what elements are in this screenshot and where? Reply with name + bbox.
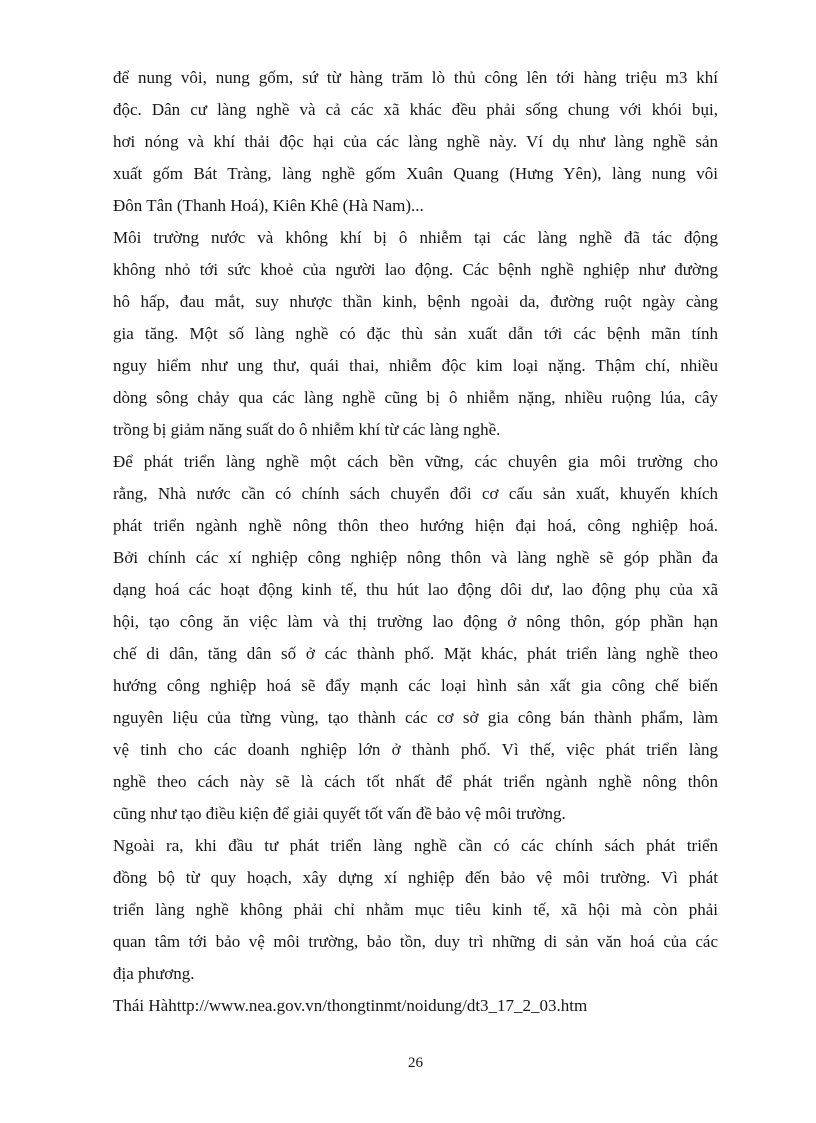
text-line: hô hấp, đau mắt, suy nhược thần kinh, bệnh ngoài da, đường ruột ngày càng: [113, 292, 718, 311]
text-line: gia tăng. Một số làng nghề có đặc thù sản xuất dẫn tới các bệnh mãn tính: [113, 324, 718, 343]
text-line: nguy hiểm như ung thư, quái thai, nhiễm độc kim loại nặng. Thậm chí, nhiều: [113, 356, 718, 375]
text-line: Thái Hàhttp://www.nea.gov.vn/thongtinmt/noidung/dt3_17_2_03.htm: [113, 996, 588, 1015]
text-line: địa phương.: [113, 964, 195, 983]
text-line: trồng bị giảm năng suất do ô nhiễm khí từ các làng nghề.: [113, 420, 501, 439]
text-line: xuất gốm Bát Tràng, làng nghề gốm Xuân Quang (Hưng Yên), làng nung vôi: [113, 164, 718, 183]
text-line: đồng bộ từ quy hoạch, xây dựng xí nghiệp đến bảo vệ môi trường. Vì phát: [113, 868, 718, 887]
text-line: phát triển ngành nghề nông thôn theo hướng hiện đại hoá, công nghiệp hoá.: [113, 516, 718, 535]
text-line: nghề theo cách này sẽ là cách tốt nhất để phát triển ngành nghề nông thôn: [113, 772, 718, 791]
text-line: triển làng nghề không phải chỉ nhằm mục tiêu kinh tế, xã hội mà còn phải: [113, 900, 718, 919]
text-line: Để phát triển làng nghề một cách bền vững, các chuyên gia môi trường cho: [113, 452, 718, 471]
text-line: hướng công nghiệp hoá sẽ đẩy mạnh các loại hình sản xất gia công chế biến: [113, 676, 718, 695]
text-line: quan tâm tới bảo vệ môi trường, bảo tồn, duy trì những di sản văn hoá của các: [113, 932, 718, 951]
text-line: độc. Dân cư làng nghề và cả các xã khác đều phải sống chung với khói bụi,: [113, 100, 718, 119]
text-line: Ngoài ra, khi đầu tư phát triển làng nghề cần có các chính sách phát triển: [113, 836, 718, 855]
text-line: Bởi chính các xí nghiệp công nghiệp nông thôn và làng nghề sẽ góp phần đa: [113, 548, 718, 567]
text-line: rằng, Nhà nước cần có chính sách chuyển đổi cơ cấu sản xuất, khuyến khích: [113, 484, 718, 503]
text-line: Đôn Tân (Thanh Hoá), Kiên Khê (Hà Nam)...: [113, 196, 424, 215]
text-line: nguyên liệu của từng vùng, tạo thành các cơ sở gia công bán thành phẩm, làm: [113, 708, 718, 727]
text-line: Môi trường nước và không khí bị ô nhiễm tại các làng nghề đã tác động: [113, 228, 718, 247]
text-line: để nung vôi, nung gốm, sứ từ hàng trăm lò thủ công lên tới hàng triệu m3 khí: [113, 68, 718, 87]
text-body: [113, 62, 718, 1022]
text-line: chế di dân, tăng dân số ở các thành phố. Mặt khác, phát triển làng nghề theo: [113, 644, 718, 663]
text-line: hội, tạo công ăn việc làm và thị trường lao động ở nông thôn, góp phần hạn: [113, 612, 718, 631]
text-line: vệ tinh cho các doanh nghiệp lớn ở thành phố. Vì thế, việc phát triển làng: [113, 740, 718, 759]
text-line: hơi nóng và khí thải độc hại của các làng nghề này. Ví dụ như làng nghề sản: [113, 132, 718, 151]
text-line: dòng sông chảy qua các làng nghề cũng bị ô nhiễm nặng, nhiều ruộng lúa, cây: [113, 388, 718, 407]
page-number: 26: [408, 1055, 423, 1071]
text-line: cũng như tạo điều kiện để giải quyết tốt vấn đề bảo vệ môi trường.: [113, 804, 566, 823]
text-line: không nhỏ tới sức khoẻ của người lao động. Các bệnh nghề nghiệp như đường: [113, 260, 718, 279]
text-line: dạng hoá các hoạt động kinh tế, thu hút lao động dôi dư, lao động phụ của xã: [113, 580, 718, 599]
